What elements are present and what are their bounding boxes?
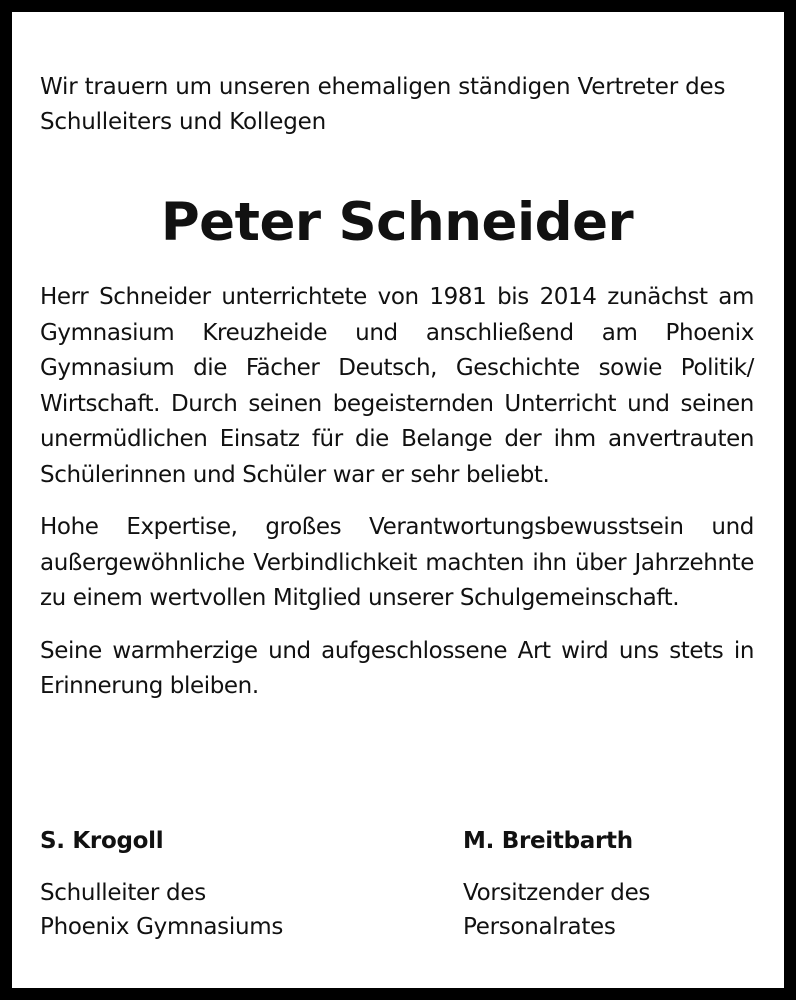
- signature-principal: [40, 826, 463, 944]
- signature-staff-council: [463, 826, 650, 944]
- paragraph-qualities: Hohe Expertise, großes Verantwortungsbewusstsein und außergewöhnliche Verbindlichkeit machten ihn über Jahrzehnte zu einem wertvollen Mitglied unserer Schulgemeinschaft.: [40, 514, 754, 611]
- paragraph-career: Herr Schneider unterrichtete von 1981 bis 2014 zunächst am Gymnasium Kreuzheide und anschließend am Phoenix Gymnasium die Fächer Deutsch, Geschichte sowie Politik/ Wirtschaft. Durch seinen begeisternden Unterricht und seinen unermüdlichen Einsatz für die Belange der ihm anvertrauten Schülerinnen und Schüler war er sehr beliebt.: [40, 284, 754, 488]
- paragraph-remembrance: Seine warmherzige und aufgeschlossene Art wird uns stets in Erinnerung bleiben.: [40, 637, 754, 699]
- signatory-name: S. Krogoll: [40, 828, 164, 854]
- signature-block: [40, 826, 754, 944]
- signatory-role-line: Phoenix Gymnasiums: [40, 914, 284, 940]
- deceased-name: Peter Schneider: [160, 192, 634, 253]
- signatory-name: M. Breitbarth: [463, 828, 633, 854]
- signatory-role: [40, 876, 463, 944]
- signatory-role: [463, 876, 650, 944]
- signatory-role-line: Vorsitzender des: [463, 880, 651, 906]
- intro-text: Wir trauern um unseren ehemaligen ständigen Vertreter des Schulleiters und Kollegen: [40, 74, 726, 135]
- signatory-role-line: Schulleiter des: [40, 880, 206, 906]
- obituary-notice: [12, 12, 784, 988]
- signatory-role-line: Personalrates: [463, 914, 616, 940]
